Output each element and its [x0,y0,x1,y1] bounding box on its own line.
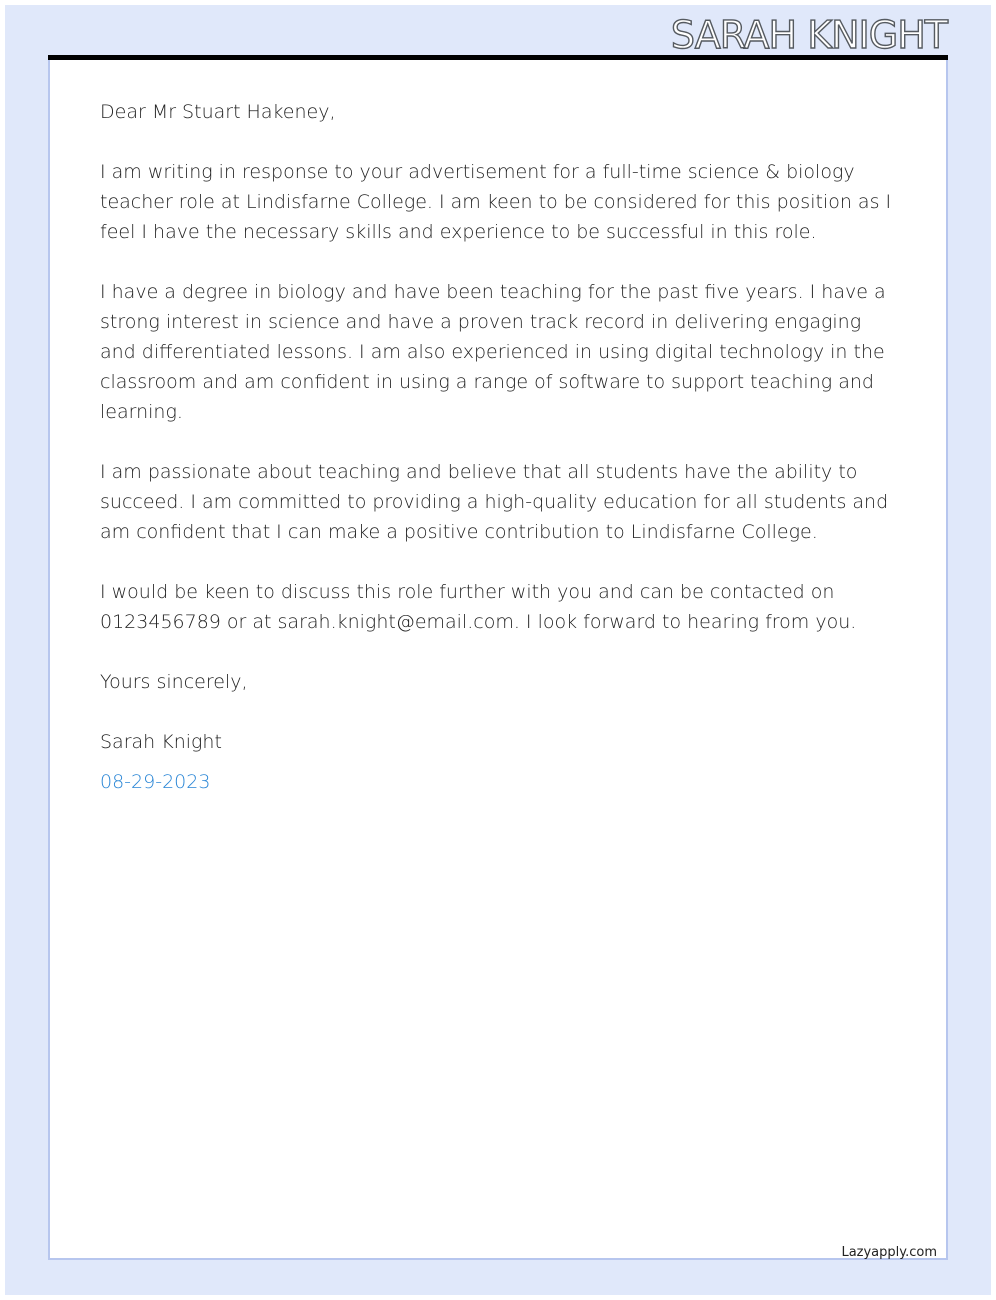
letter-paragraph-1: I am writing in response to your advertisement for a full-time science & biology teacher role at Lindisfarne College. I am keen to be considered for this position as I feel I have the necessary skills and experience to be successful in this role. [100,161,892,243]
letter-paragraph-4: I would be keen to discuss this role further with you and can be contacted on 0123456789 or at sarah.knight@email.com. I look forward to hearing from you. [100,581,857,633]
letter-signature: Sarah Knight [100,731,222,753]
applicant-name-heading: SARAH KNIGHT [670,13,947,57]
letter-paragraph-2: I have a degree in biology and have been teaching for the past five years. I have a strong interest in science and have a proven track record in delivering engaging and differentiated lessons. I am also experienced in using digital technology in the classroom and am confident in using a range of software to support teaching and learning. [100,281,886,423]
letter-salutation: Dear Mr Stuart Hakeney, [100,101,336,123]
footer-brand: Lazyapply.com [841,1245,937,1260]
letter-closing: Yours sincerely, [100,671,248,693]
cover-letter-body [100,97,895,797]
letter-paragraph-3: I am passionate about teaching and believe that all students have the ability to succeed. I am committed to providing a high-quality education for all students and am confident that I can make a positive contribution to Lindisfarne College. [100,461,889,543]
letter-date: 08-29-2023 [100,771,211,793]
